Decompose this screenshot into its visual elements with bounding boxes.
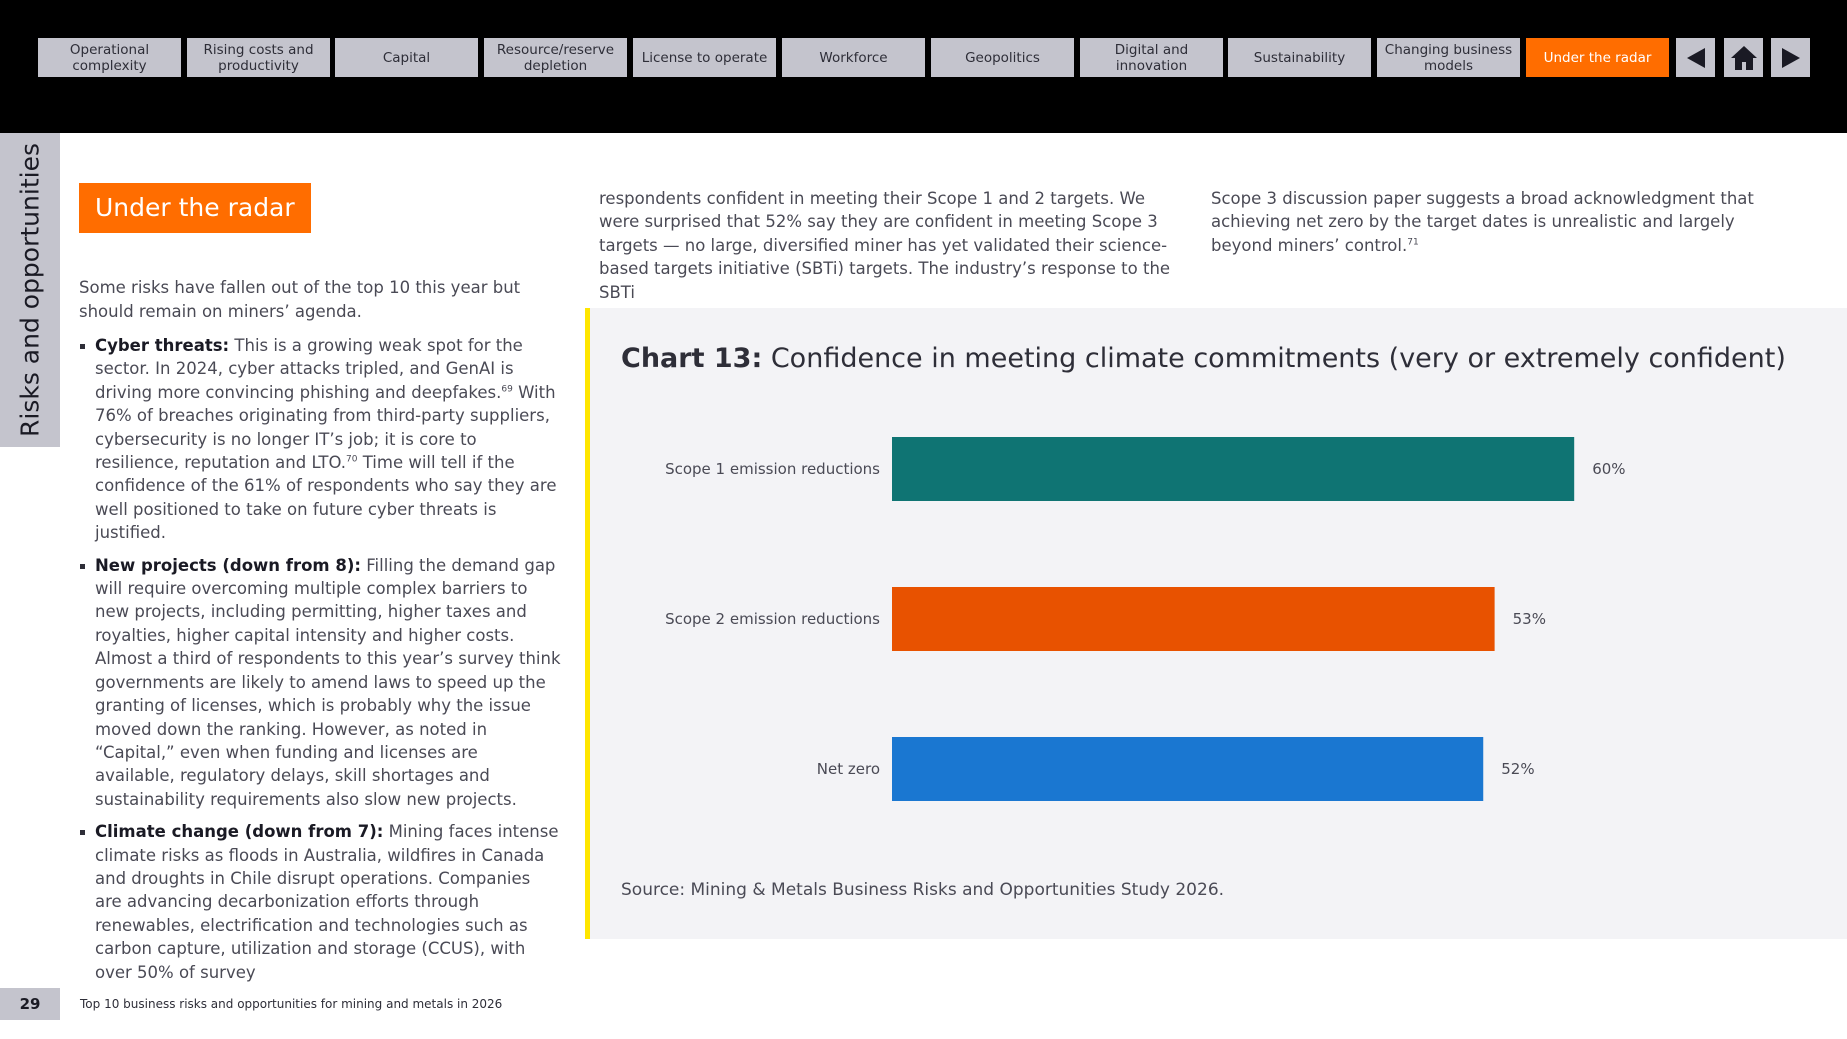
tab-operational-complexity[interactable] [38, 38, 181, 77]
tab-resource-reserve-depletion[interactable] [484, 38, 627, 77]
tab-label: Under the radar [1543, 49, 1652, 66]
bullet-lead: New projects (down from 8): [95, 555, 361, 575]
tab-label: Sustainability [1253, 49, 1346, 66]
tab-under-the-radar[interactable] [1526, 38, 1669, 77]
bullet-text: With 76% of breaches originating from third-party suppliers, cybersecurity is no longer IT’s job; it is core to resilience, reputation and LTO. [95, 382, 556, 473]
tab-label: Operational complexity [69, 41, 150, 74]
next-arrow-icon [1781, 47, 1801, 69]
chart-source: Source: Mining & Metals Business Risks and Opportunities Study 2026. [621, 880, 1225, 900]
list-item [79, 554, 561, 811]
list-item [79, 820, 561, 984]
tab-capital[interactable] [335, 38, 478, 77]
category-label: Net zero [816, 760, 880, 778]
value-label: 53% [1512, 610, 1546, 628]
footer-text: Top 10 business risks and opportunities for mining and metals in 2026 [80, 997, 503, 1011]
tab-label: License to operate [641, 49, 768, 66]
section-side-label: Risks and opportunities [15, 143, 45, 437]
tab-rising-costs-and-productivity[interactable] [187, 38, 330, 77]
tab-label: Changing business models [1384, 41, 1513, 74]
footnote-ref: 71 [1407, 237, 1419, 248]
tab-label: Capital [382, 49, 431, 66]
bar [892, 737, 1483, 801]
top-navigation-bar [0, 0, 1847, 133]
page-title: Under the radar [79, 183, 311, 233]
value-label: 52% [1501, 760, 1535, 778]
tab-license-to-operate[interactable] [633, 38, 776, 77]
risk-bullet-list [79, 334, 561, 993]
bar [892, 437, 1574, 501]
bullet-lead: Climate change (down from 7): [95, 822, 384, 842]
chart-number: Chart 13: [621, 343, 763, 374]
previous-page-button[interactable] [1676, 38, 1715, 77]
list-item [79, 334, 561, 545]
bar-chart [621, 420, 1626, 840]
bullet-text: This is a growing weak spot for the sector. In 2024, cyber attacks tripled, and GenAI is driving more convincing phishing and deepfakes. [95, 336, 523, 402]
tab-label: Workforce [819, 49, 888, 66]
chart-title [621, 343, 1786, 374]
right-column-text [1211, 187, 1771, 257]
tab-label: Geopolitics [965, 49, 1040, 66]
tab-workforce[interactable] [782, 38, 925, 77]
tab-label: Resource/reserve depletion [496, 41, 615, 74]
previous-arrow-icon [1686, 47, 1706, 69]
bullet-text: Mining faces intense climate risks as floods in Australia, wildfires in Canada and droughts in Chile disrupt operations. Companies are advancing decarbonization efforts through renewables, electrification and technologies such as carbon capture, utilization and storage (CCUS), with over 50% of survey [95, 822, 559, 982]
middle-column-text: respondents confident in meeting their Scope 1 and 2 targets. We were surprised that 52% say they are confident in meeting Scope 3 targets — no large, diversified miner has yet validated their science-based targets initiative (SBTi) targets. The industry’s response to the SBTi [599, 189, 1171, 302]
value-label: 60% [1592, 460, 1626, 478]
chart-title-text: Confidence in meeting climate commitments (very or extremely confident) [762, 343, 1786, 374]
bar [892, 587, 1495, 651]
footnote-ref: 70 [346, 454, 358, 465]
category-label: Scope 1 emission reductions [665, 460, 880, 478]
home-icon [1730, 45, 1758, 71]
next-page-button[interactable] [1771, 38, 1810, 77]
tab-digital-and-innovation[interactable] [1080, 38, 1223, 77]
tab-label: Rising costs and productivity [203, 41, 314, 74]
category-label: Scope 2 emission reductions [665, 610, 880, 628]
bullet-text: Time will tell if the confidence of the 61% of respondents who say they are well positioned to take on future cyber threats is justified. [95, 453, 557, 543]
tab-geopolitics[interactable] [931, 38, 1074, 77]
right-column-body: Scope 3 discussion paper suggests a broad acknowledgment that achieving net zero by the target dates is unrealistic and largely beyond miners’ control. [1211, 189, 1754, 255]
footnote-ref: 69 [501, 384, 513, 395]
page-number: 29 [0, 988, 60, 1020]
bullet-text: Filling the demand gap will require overcoming multiple complex barriers to new projects, including permitting, higher taxes and royalties, higher capital intensity and higher costs. Almost a third of respondents to this year’s survey think governments are likely to amend laws to speed up the granting of licenses, which is probably why the issue moved down the ranking. However, as noted in “Capital,” even when funding and licenses are available, regulatory delays, skill shortages and sustainability requirements also slow new projects. [95, 555, 561, 809]
intro-paragraph: Some risks have fallen out of the top 10 this year but should remain on miners’ agenda. [79, 278, 521, 321]
tab-sustainability[interactable] [1228, 38, 1371, 77]
tab-changing-business-models[interactable] [1377, 38, 1520, 77]
tab-label: Digital and innovation [1114, 41, 1189, 74]
home-button[interactable] [1724, 38, 1763, 77]
bullet-lead: Cyber threats: [95, 336, 230, 355]
